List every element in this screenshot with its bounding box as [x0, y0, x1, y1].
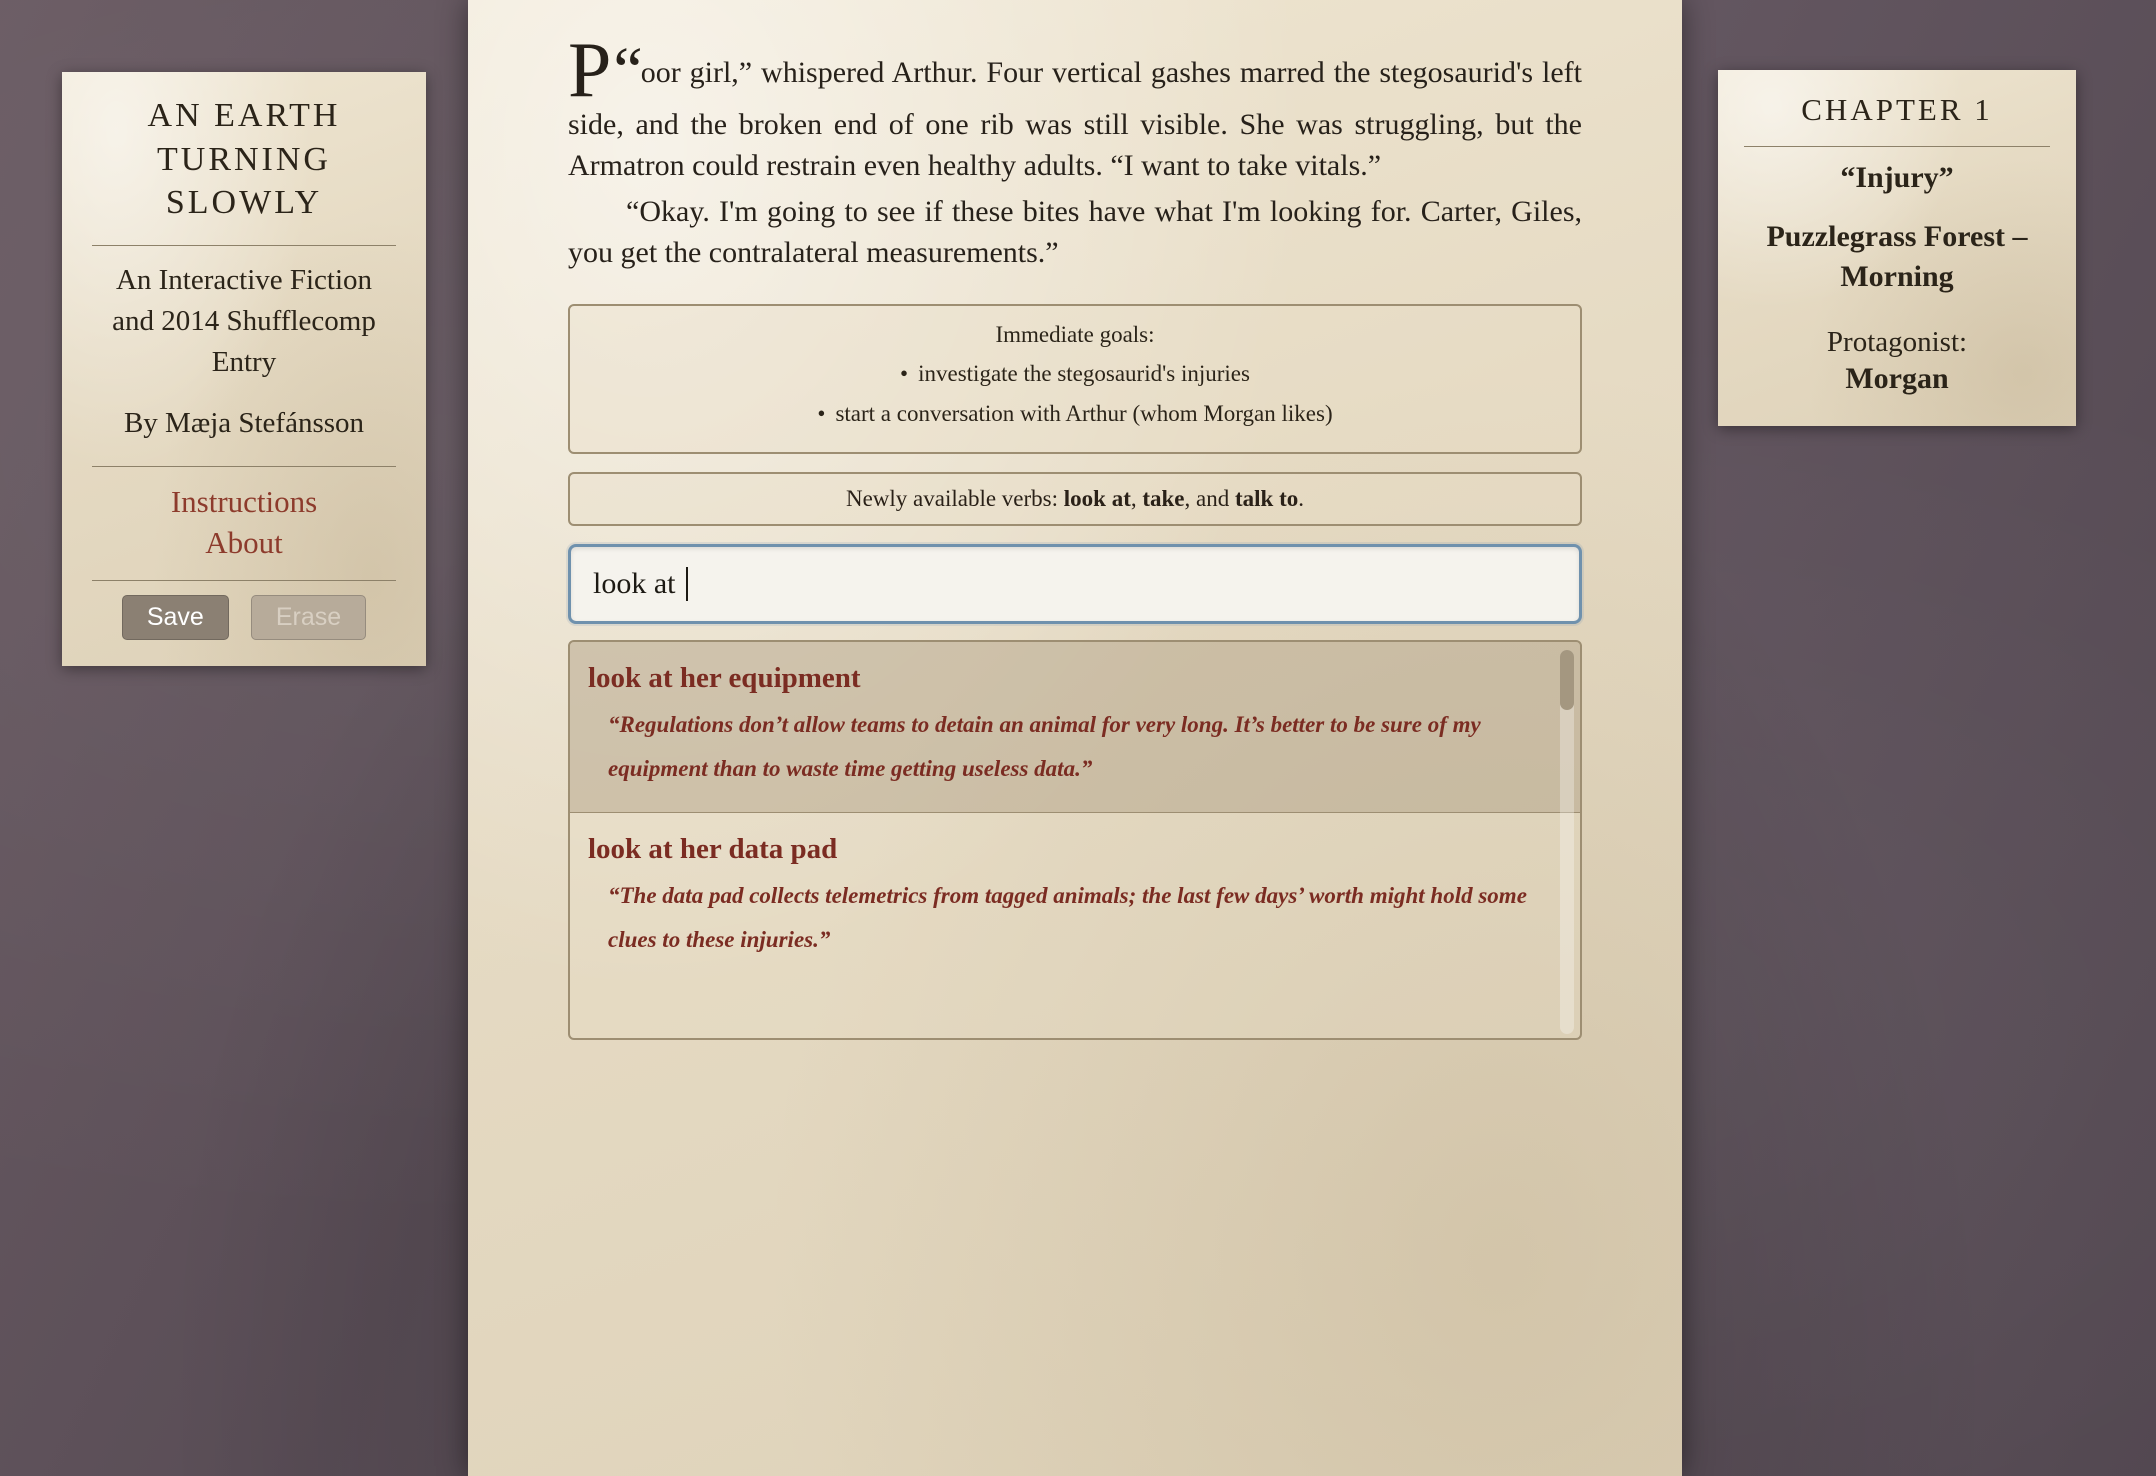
command-input[interactable]: [568, 544, 1582, 624]
left-sidebar: [62, 72, 426, 666]
goals-list: [590, 354, 1560, 435]
suggestion-description: “Regulations don’t allow teams to detain an animal for very long. It’s better to be sure of my equipment than to waste time getting useless data.”: [608, 712, 1481, 781]
divider: [1744, 146, 2050, 147]
suggestion-item[interactable]: [570, 642, 1580, 813]
verbs-sep: , and: [1184, 486, 1235, 512]
game-byline: By Mæja Stefánsson: [123, 407, 365, 440]
about-link[interactable]: About: [205, 525, 283, 561]
goal-item: • investigate the stegosaurid's injuries: [590, 354, 1560, 394]
protagonist-label: Protagonist:: [1826, 326, 1968, 359]
protagonist-name: Morgan: [1845, 361, 1949, 395]
story-paragraph-1-text: oor girl,” whispered Arthur. Four vertical gashes marred the stegosaurid's left side, and the broken end of one rib was still visible. She was struggling, but the Armatron could restrain even healthy adults. “I want to take vitals.”: [568, 56, 1582, 183]
goal-item: • start a conversation with Arthur (whom Morgan likes): [590, 394, 1560, 434]
erase-button[interactable]: Erase: [251, 595, 366, 640]
verb-talk-to: talk to: [1235, 486, 1299, 512]
suggestion-list[interactable]: [568, 640, 1582, 1040]
chapter-title: “Injury”: [1840, 161, 1954, 194]
available-verbs-box: [568, 472, 1582, 526]
verb-look-at: look at: [1063, 486, 1131, 512]
story-paragraph-1: [568, 26, 1582, 187]
verbs-prefix: Newly available verbs:: [845, 486, 1064, 512]
text-caret: [686, 567, 688, 601]
story-paragraph-2: “Okay. I'm going to see if these bites have what I'm looking for. Carter, Giles, you get the contralateral measurements.”: [568, 194, 1582, 270]
game-title: AN EARTH TURNING SLOWLY: [147, 97, 341, 222]
suggestion-title[interactable]: look at her data pad: [588, 833, 838, 866]
suggestion-description: “The data pad collects telemetrics from tagged animals; the last few days’ worth might hold some clues to these injuries.”: [608, 883, 1527, 953]
save-button[interactable]: Save: [122, 595, 229, 640]
story-content: [568, 26, 1582, 1040]
story-column: [468, 0, 1682, 1476]
chapter-label: CHAPTER 1: [1801, 92, 1993, 127]
verb-take: take: [1142, 486, 1185, 512]
chapter-location: Puzzlegrass Forest – Morning: [1766, 220, 2028, 293]
suggestions-scrollbar-thumb[interactable]: [1560, 650, 1574, 710]
divider: [92, 580, 396, 581]
command-input-value[interactable]: look at: [593, 567, 676, 601]
suggestion-item[interactable]: [570, 813, 1580, 983]
divider: [92, 245, 396, 246]
goals-title: Immediate goals:: [995, 321, 1155, 347]
verbs-sep: ,: [1130, 486, 1143, 512]
game-blurb: An Interactive Fiction and 2014 Shufflecomp Entry: [112, 263, 376, 378]
suggestion-title[interactable]: look at her equipment: [588, 662, 861, 695]
sidebar-button-row: [92, 595, 396, 640]
divider: [92, 466, 396, 467]
drop-cap-letter: P: [568, 26, 612, 113]
immediate-goals-box: [568, 304, 1582, 455]
verbs-suffix: .: [1298, 486, 1304, 512]
right-sidebar: [1718, 70, 2076, 426]
instructions-link[interactable]: Instructions: [170, 484, 318, 520]
opening-quote-mark: “: [613, 34, 641, 107]
